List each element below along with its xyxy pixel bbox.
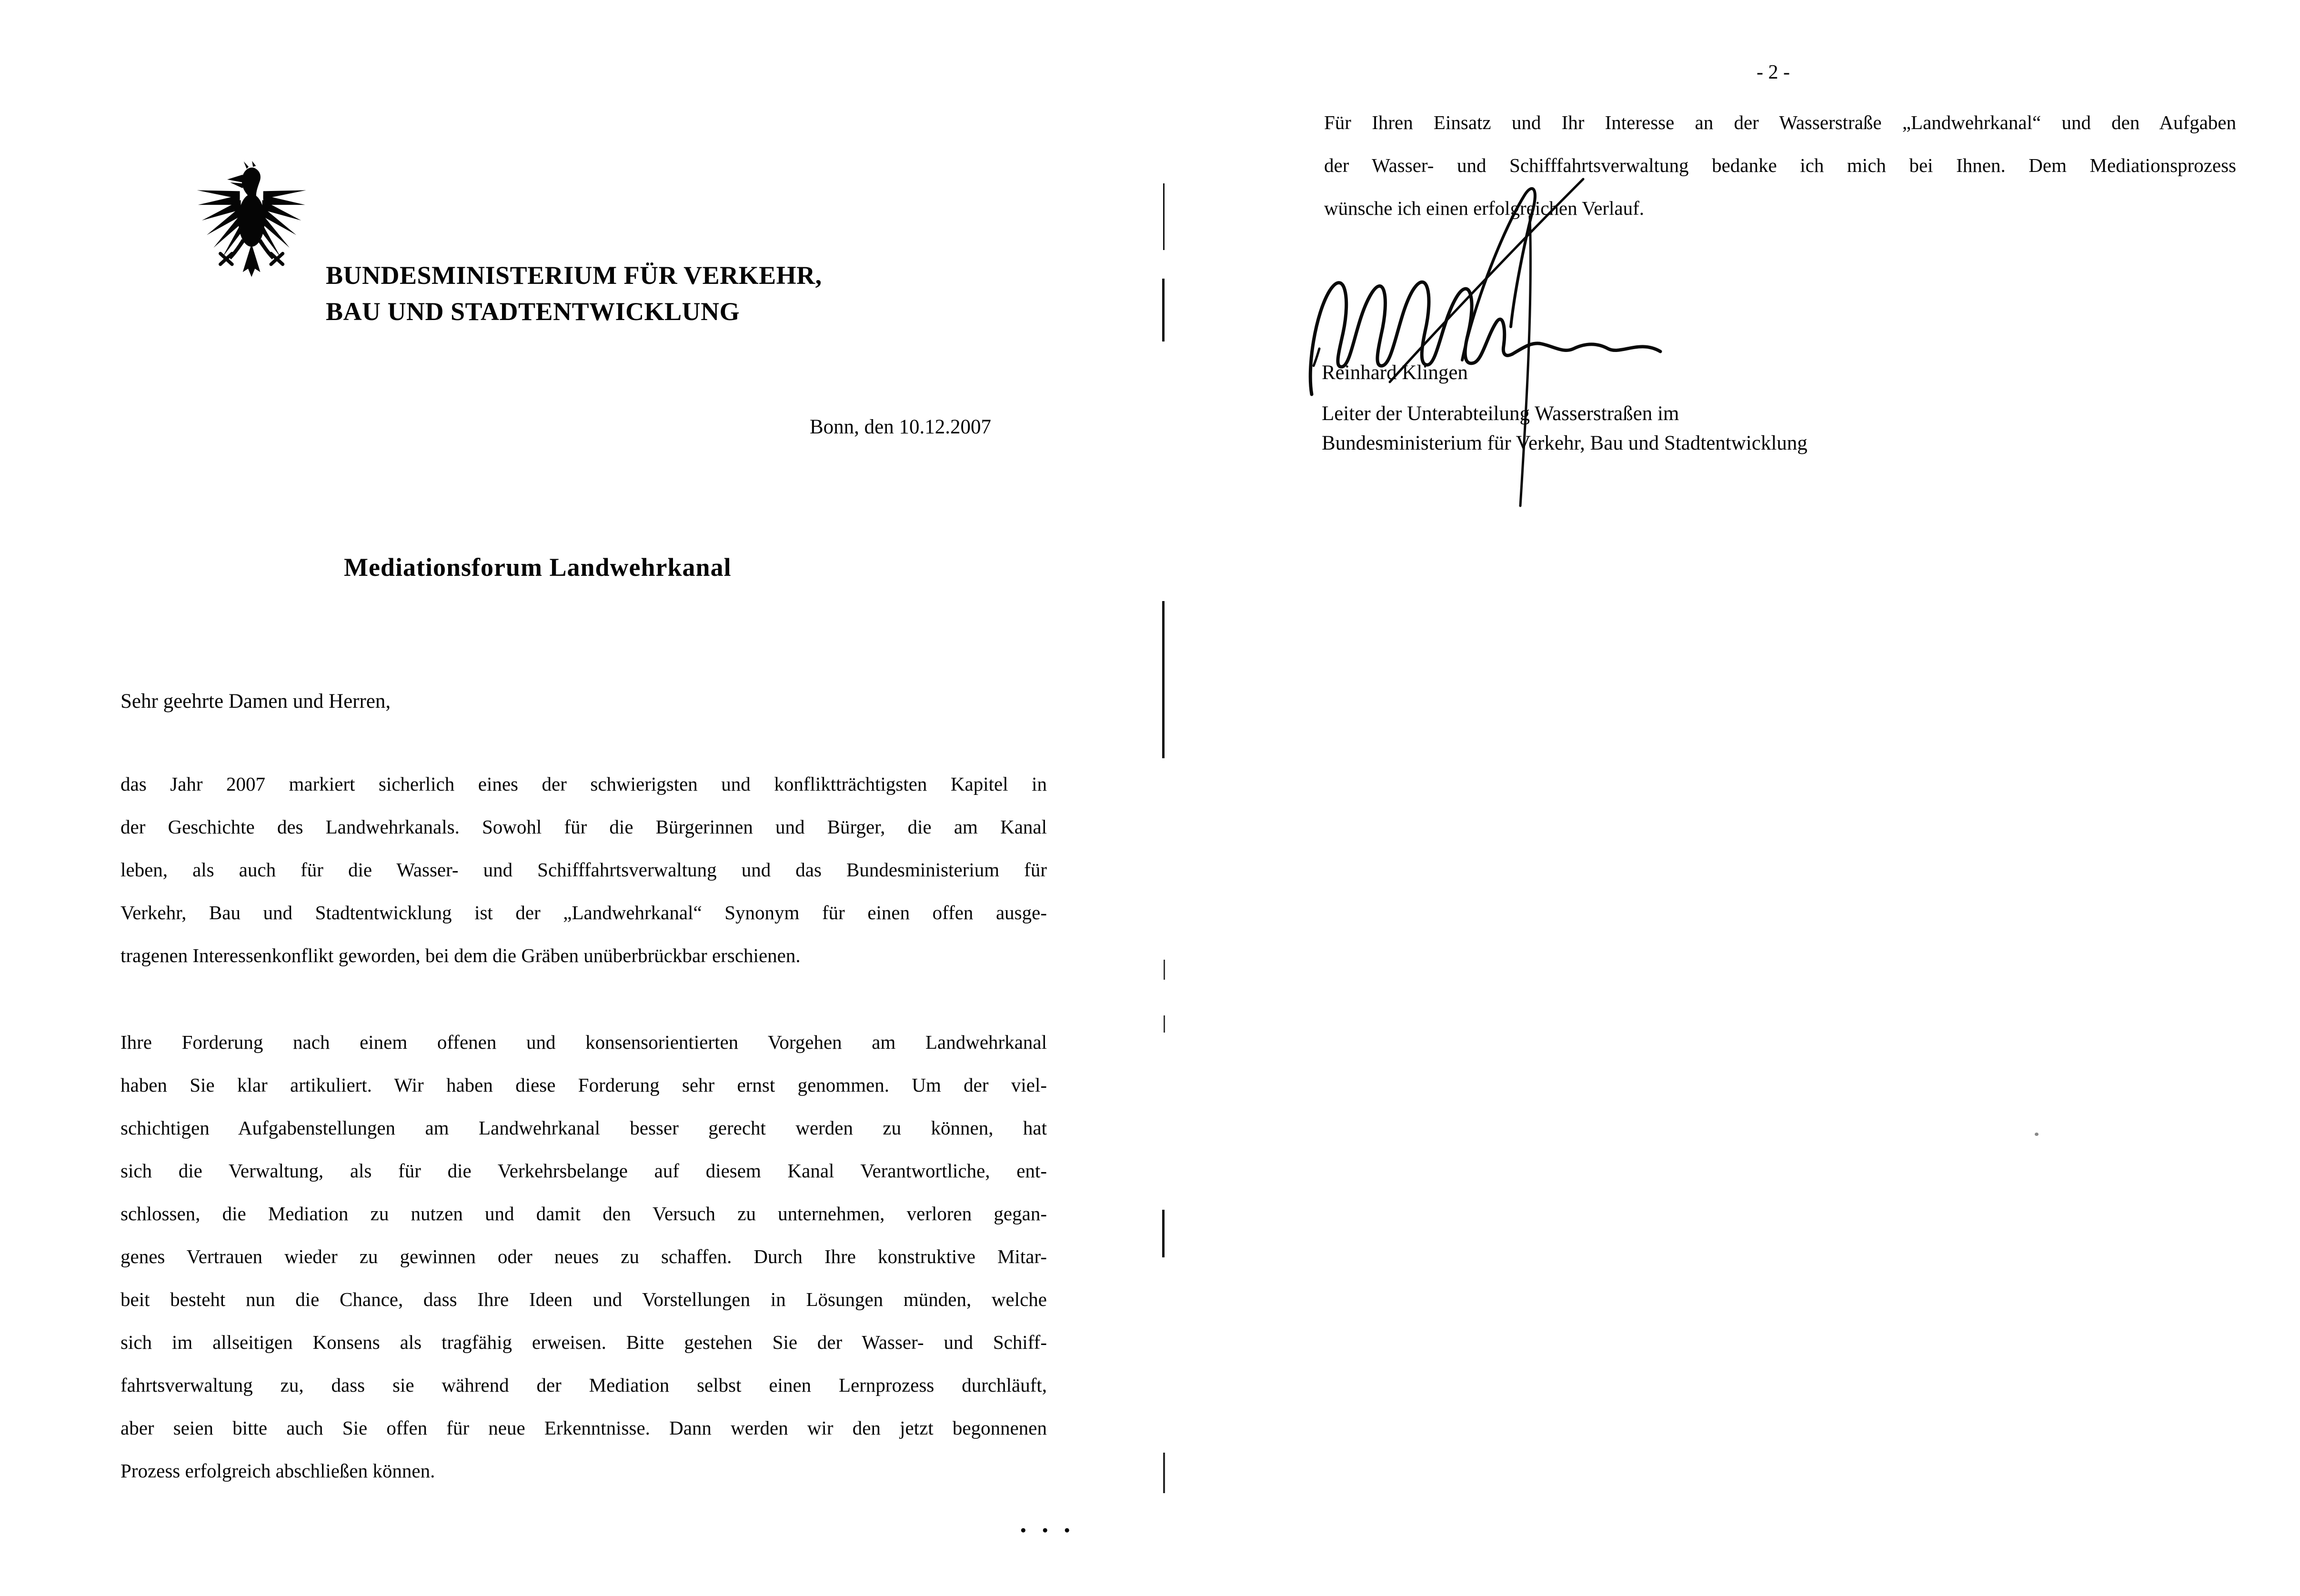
ministry-name-line2: BAU UND STADTENTWICKLUNG (326, 297, 740, 326)
paragraph-line: sich die Verwaltung, als für die Verkehrsbelange auf diesem Kanal Verantwortliche, ent- (121, 1160, 1047, 1182)
paragraph-line: haben Sie klar artikuliert. Wir haben diese Forderung sehr ernst genommen. Um der viel- (121, 1074, 1047, 1096)
fold-line-segment (1162, 1210, 1165, 1257)
continuation-dots: ● ● ● (1020, 1524, 1077, 1536)
handwritten-signature-icon (1305, 176, 1667, 510)
fold-line-segment (1164, 1015, 1165, 1033)
salutation: Sehr geehrte Damen und Herren, (121, 690, 391, 713)
paragraph-line: beit besteht nun die Chance, dass Ihre Ideen und Vorstellungen in Lösungen münden, welche (121, 1288, 1047, 1310)
subject-title: Mediationsforum Landwehrkanal (344, 553, 732, 582)
fold-line-segment (1162, 279, 1165, 341)
paragraph-line: schlossen, die Mediation zu nutzen und damit den Versuch zu unternehmen, verloren gegan- (121, 1203, 1047, 1225)
paragraph-line: der Wasser- und Schifffahrtsverwaltung bedanke ich mich bei Ihnen. Dem Mediationsprozess (1324, 154, 2236, 176)
paragraph-line: leben, als auch für die Wasser- und Schifffahrtsverwaltung und das Bundesministerium für (121, 859, 1047, 881)
signer-title-line2: Bundesministerium für Verkehr, Bau und Stadtentwicklung (1322, 432, 1808, 454)
ministry-name-line1: BUNDESMINISTERIUM FÜR VERKEHR, (326, 261, 822, 290)
signature-svg (1305, 176, 1667, 510)
paragraph-line: Ihre Forderung nach einem offenen und konsensorientierten Vorgehen am Landwehrkanal (121, 1031, 1047, 1053)
fold-line-segment (1162, 601, 1165, 758)
paragraph-line: der Geschichte des Landwehrkanals. Sowohl für die Bürgerinnen und Bürger, die am Kanal (121, 816, 1047, 838)
paragraph-line: wünsche ich einen erfolgreichen Verlauf. (1324, 197, 1645, 219)
fold-line-segment (1164, 960, 1165, 980)
paragraph-line: Verkehr, Bau und Stadtentwicklung ist der „Landwehrkanal“ Synonym für einen offen ausge- (121, 902, 1047, 923)
paragraph-line: schichtigen Aufgabenstellungen am Landwehrkanal besser gerecht werden zu können, hat (121, 1117, 1047, 1139)
bundesadler-eagle-icon (190, 161, 310, 288)
body-paragraph-2 (121, 1021, 1047, 1492)
paragraph-line: tragenen Interessenkonflikt geworden, bei dem die Gräben unüberbrückbar erschienen. (121, 944, 801, 966)
paragraph-line: Für Ihren Einsatz und Ihr Interesse an der Wasserstraße „Landwehrkanal“ und den Aufgaben (1324, 111, 2236, 133)
paragraph-line: Prozess erfolgreich abschließen können. (121, 1460, 435, 1482)
page-number: - 2 - (1757, 61, 1790, 83)
scan-speck (2035, 1133, 2039, 1136)
letterhead-ministry-name (326, 257, 822, 330)
paragraph-line: sich im allseitigen Konsens als tragfähig erweisen. Bitte gestehen Sie der Wasser- und Schiff- (121, 1331, 1047, 1353)
paragraph-line: aber seien bitte auch Sie offen für neue Erkenntnisse. Dann werden wir den jetzt begonnenen (121, 1417, 1047, 1439)
body-paragraph-1 (121, 763, 1047, 977)
signer-name: Reinhard Klingen (1322, 361, 1468, 384)
fold-line-segment (1163, 1453, 1165, 1493)
signer-title-line1: Leiter der Unterabteilung Wasserstraßen im (1322, 402, 1679, 425)
paragraph-line: das Jahr 2007 markiert sicherlich eines der schwierigsten und konfliktträchtigsten Kapitel in (121, 773, 1047, 795)
eagle-svg (190, 161, 310, 288)
fold-line-segment (1163, 183, 1165, 250)
signer-title (1322, 399, 1808, 458)
dateline: Bonn, den 10.12.2007 (810, 416, 992, 438)
paragraph-line: genes Vertrauen wieder zu gewinnen oder neues zu schaffen. Durch Ihre konstruktive Mitar- (121, 1245, 1047, 1267)
paragraph-line: fahrtsverwaltung zu, dass sie während der Mediation selbst einen Lernprozess durchläuft, (121, 1374, 1047, 1396)
